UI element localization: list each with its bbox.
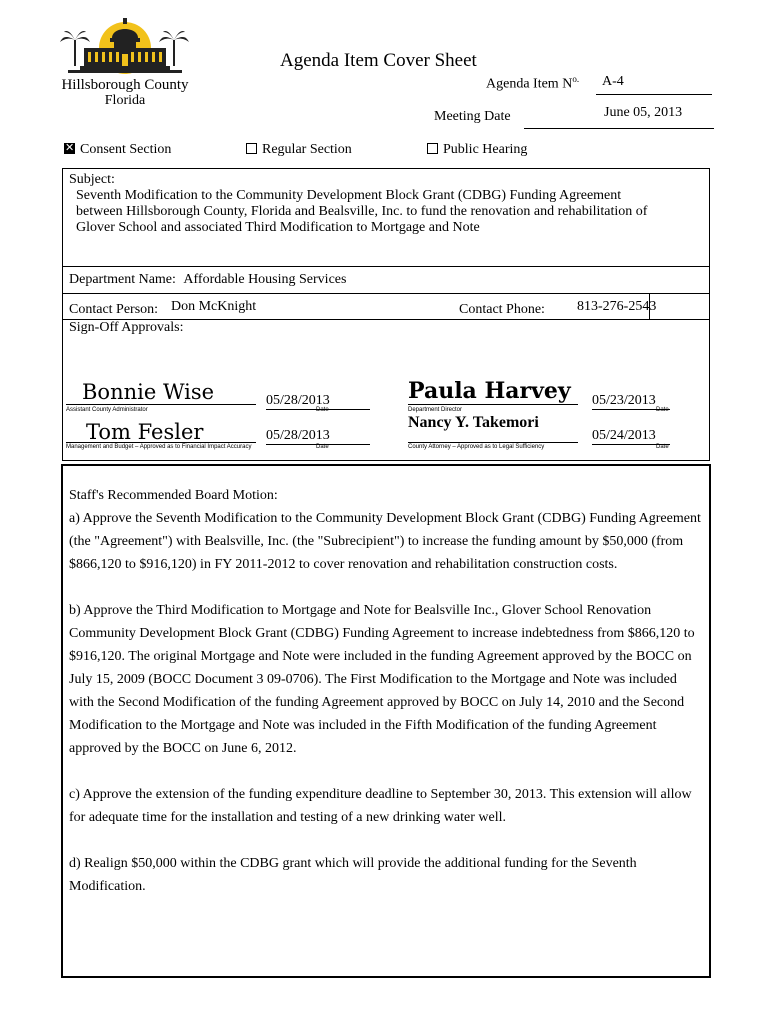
agenda-item-value: A-4 bbox=[602, 74, 624, 89]
department-value: Affordable Housing Services bbox=[183, 272, 347, 287]
regular-section-option[interactable]: Regular Section bbox=[246, 142, 352, 158]
county-logo bbox=[60, 18, 190, 110]
consent-checkbox[interactable] bbox=[64, 143, 75, 154]
public-hearing-option[interactable]: Public Hearing bbox=[427, 142, 527, 158]
divider bbox=[63, 293, 709, 294]
contact-person-label: Contact Person: bbox=[69, 302, 159, 317]
org-name: Hillsborough County bbox=[61, 77, 189, 93]
public-hearing-checkbox[interactable] bbox=[427, 143, 438, 154]
divider bbox=[649, 293, 650, 319]
page-title: Agenda Item Cover Sheet bbox=[280, 50, 477, 71]
signoff-role: Assistant County Administrator bbox=[66, 407, 148, 413]
signoff-date: 05/23/2013 bbox=[592, 393, 670, 410]
signoff-date: 05/24/2013 bbox=[592, 428, 670, 445]
motion-paragraph-b: b) Approve the Third Modification to Mortgage and Note for Bealsville Inc., Glover School Renovation Community Development Block Grant (CDBG) Funding Agreement to increase indebtedness from $866,120 to $916,120. The original Mortgage and Note were included in the funding Agreement approved by the BOCC on July 15, 2009 (BOCC Document 3 09-0706). The First Modification to the Mortgage and Note was included with the Second Modification of the funding Agreement approved by BOCC on July 14, 2010 and the Second Modification to the Mortgage and Note was included in the Fifth Modification of the funding Agreement approved by the BOCC on June 6, 2012. bbox=[69, 603, 695, 756]
regular-checkbox[interactable] bbox=[246, 143, 257, 154]
signoff-date: 05/28/2013 bbox=[266, 393, 370, 410]
signoff-role: County Attorney – Approved as to Legal Sufficiency bbox=[408, 444, 545, 450]
divider bbox=[63, 319, 709, 320]
department-row: Department Name: Affordable Housing Services bbox=[69, 272, 347, 287]
divider bbox=[63, 266, 709, 267]
subject-label: Subject: bbox=[69, 172, 115, 187]
signoff-role: Management and Budget – Approved as to Financial Impact Accuracy bbox=[66, 444, 252, 450]
board-motion-box bbox=[61, 464, 711, 978]
contact-phone-value: 813-276-2543 bbox=[577, 299, 657, 314]
motion-heading: Staff's Recommended Board Motion: bbox=[69, 488, 278, 503]
subject-line: Seventh Modification to the Community Development Block Grant (CDBG) Funding Agreement bbox=[76, 188, 622, 203]
meeting-date-label: Meeting Date bbox=[434, 109, 511, 124]
signoff-role: Department Director bbox=[408, 407, 463, 413]
subject-block bbox=[69, 172, 647, 236]
contact-phone-label: Contact Phone: bbox=[459, 302, 545, 317]
date-caption: Date bbox=[316, 444, 329, 450]
date-caption: Date bbox=[316, 407, 329, 413]
courthouse-logo-icon bbox=[60, 18, 190, 80]
consent-section-option[interactable]: ✕Consent Section bbox=[64, 142, 171, 158]
signoff-label: Sign-Off Approvals: bbox=[69, 320, 184, 335]
signature-management-budget: Tom Fesler bbox=[86, 420, 204, 444]
org-state: Florida bbox=[104, 93, 146, 108]
info-box bbox=[62, 168, 710, 461]
agenda-item-field bbox=[596, 74, 712, 95]
date-caption: Date bbox=[656, 444, 669, 450]
subject-line: Glover School and associated Third Modification to Mortgage and Note bbox=[76, 220, 480, 235]
agenda-item-label: Agenda Item $N^{o.}$ bbox=[486, 74, 580, 92]
signature-county-attorney: Nancy Y. Takemori bbox=[408, 414, 539, 431]
motion-paragraph-d: d) Realign $50,000 within the CDBG grant which will provide the additional funding for the Seventh Modification. bbox=[69, 856, 637, 894]
date-caption: Date bbox=[656, 407, 669, 413]
signature-assistant-admin: Bonnie Wise bbox=[82, 380, 215, 404]
motion-paragraph-c: c) Approve the extension of the funding expenditure deadline to September 30, 2013. This extension will allow for adequate time for the installation and testing of a new drinking water well. bbox=[69, 787, 692, 825]
meeting-date-value: June 05, 2013 bbox=[604, 105, 683, 120]
contact-person-value: Don McKnight bbox=[171, 299, 257, 314]
subject-line: between Hillsborough County, Florida and Bealsville, Inc. to fund the renovation and rehabilitation of bbox=[76, 204, 648, 219]
signoff-date: 05/28/2013 bbox=[266, 428, 370, 445]
meeting-date-field bbox=[524, 104, 714, 129]
signature-department-director: Paula Harvey bbox=[408, 378, 571, 404]
motion-paragraph-a: a) Approve the Seventh Modification to the Community Development Block Grant (CDBG) Funding Agreement (the "Agreement") with Bealsville, Inc. (the "Subrecipient") to increase the funding amount by $50,000 (from $866,120 to $916,120) in FY 2011-2012 to cover renovation and rehabilitation construction costs. bbox=[69, 511, 701, 572]
